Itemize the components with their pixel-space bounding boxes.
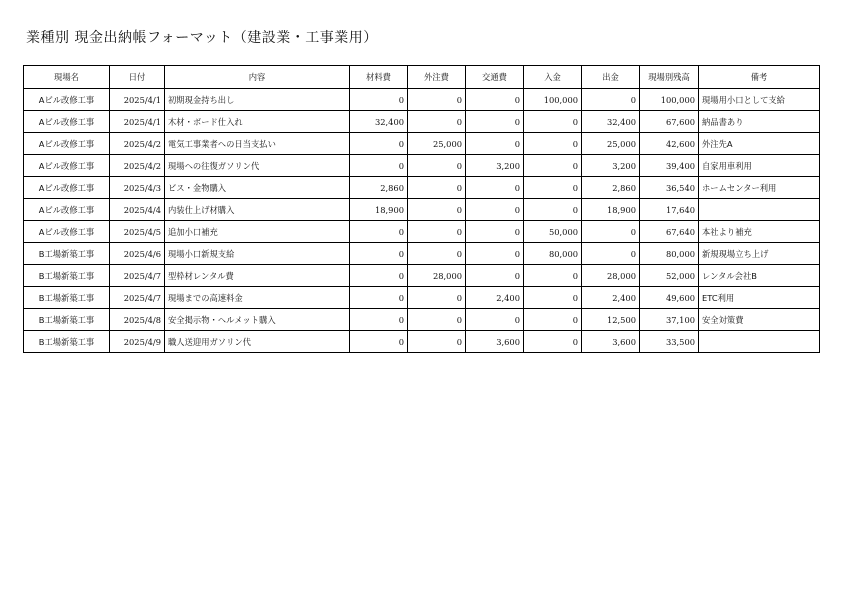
cell-balance: 52,000 (640, 265, 699, 287)
col-header-description: 内容 (165, 66, 350, 89)
cell-date: 2025/4/1 (110, 89, 165, 111)
cell-deposit: 50,000 (524, 221, 582, 243)
cell-date: 2025/4/2 (110, 133, 165, 155)
table-row (24, 177, 820, 199)
cell-deposit: 0 (524, 199, 582, 221)
cell-withdrawal: 25,000 (582, 133, 640, 155)
table-row (24, 111, 820, 133)
cell-balance: 100,000 (640, 89, 699, 111)
table-header-row (24, 66, 820, 89)
cell-date: 2025/4/2 (110, 155, 165, 177)
cell-deposit: 0 (524, 111, 582, 133)
cell-materials: 0 (350, 243, 408, 265)
cell-outsourcing: 0 (408, 331, 466, 353)
cell-date: 2025/4/6 (110, 243, 165, 265)
cell-outsourcing: 0 (408, 221, 466, 243)
cell-site: B工場新築工事 (24, 265, 110, 287)
cell-withdrawal: 0 (582, 221, 640, 243)
cell-withdrawal: 32,400 (582, 111, 640, 133)
cell-withdrawal: 28,000 (582, 265, 640, 287)
cell-materials: 0 (350, 265, 408, 287)
cell-withdrawal: 3,600 (582, 331, 640, 353)
cell-description: 電気工事業者への日当支払い (165, 133, 350, 155)
cell-remarks (699, 199, 820, 221)
cell-transport: 0 (466, 111, 524, 133)
col-header-balance: 現場別残高 (640, 66, 699, 89)
cell-date: 2025/4/7 (110, 265, 165, 287)
page-title: 業種別 現金出納帳フォーマット（建設業・工事業用） (26, 30, 378, 46)
cell-deposit: 0 (524, 265, 582, 287)
cell-description: 木材・ボード仕入れ (165, 111, 350, 133)
cell-description: 現場までの高速料金 (165, 287, 350, 309)
cell-transport: 0 (466, 309, 524, 331)
cell-balance: 42,600 (640, 133, 699, 155)
col-header-withdrawal: 出金 (582, 66, 640, 89)
cell-site: Aビル改修工事 (24, 89, 110, 111)
cell-date: 2025/4/9 (110, 331, 165, 353)
col-header-materials: 材料費 (350, 66, 408, 89)
cell-withdrawal: 12,500 (582, 309, 640, 331)
cell-description: ビス・金物購入 (165, 177, 350, 199)
cell-materials: 32,400 (350, 111, 408, 133)
cell-outsourcing: 0 (408, 111, 466, 133)
cell-materials: 0 (350, 155, 408, 177)
table-body (24, 89, 820, 353)
cell-withdrawal: 0 (582, 243, 640, 265)
cell-site: Aビル改修工事 (24, 133, 110, 155)
cell-site: B工場新築工事 (24, 309, 110, 331)
cell-deposit: 100,000 (524, 89, 582, 111)
table-row (24, 155, 820, 177)
cell-transport: 0 (466, 265, 524, 287)
cell-remarks: 自家用車利用 (699, 155, 820, 177)
cell-transport: 0 (466, 177, 524, 199)
col-header-remarks: 備考 (699, 66, 820, 89)
col-header-outsourcing: 外注費 (408, 66, 466, 89)
cell-site: B工場新築工事 (24, 243, 110, 265)
cell-remarks: 本社より補充 (699, 221, 820, 243)
cell-description: 内装仕上げ材購入 (165, 199, 350, 221)
cell-description: 現場への往復ガソリン代 (165, 155, 350, 177)
cell-remarks (699, 331, 820, 353)
cell-materials: 0 (350, 309, 408, 331)
cell-materials: 0 (350, 89, 408, 111)
cell-balance: 67,640 (640, 221, 699, 243)
cell-description: 現場小口新規支給 (165, 243, 350, 265)
cell-remarks: 新規現場立ち上げ (699, 243, 820, 265)
cell-site: Aビル改修工事 (24, 155, 110, 177)
cell-site: B工場新築工事 (24, 331, 110, 353)
cell-materials: 2,860 (350, 177, 408, 199)
cell-deposit: 0 (524, 177, 582, 199)
cell-outsourcing: 28,000 (408, 265, 466, 287)
cell-balance: 67,600 (640, 111, 699, 133)
cell-transport: 2,400 (466, 287, 524, 309)
cell-balance: 37,100 (640, 309, 699, 331)
cell-remarks: 外注先A (699, 133, 820, 155)
cell-outsourcing: 0 (408, 89, 466, 111)
cell-outsourcing: 0 (408, 177, 466, 199)
cell-date: 2025/4/4 (110, 199, 165, 221)
cell-materials: 0 (350, 287, 408, 309)
cash-ledger-table (23, 65, 820, 353)
cell-deposit: 80,000 (524, 243, 582, 265)
cell-remarks: ETC利用 (699, 287, 820, 309)
cell-outsourcing: 0 (408, 309, 466, 331)
cell-deposit: 0 (524, 133, 582, 155)
cell-balance: 80,000 (640, 243, 699, 265)
col-header-deposit: 入金 (524, 66, 582, 89)
cell-outsourcing: 0 (408, 287, 466, 309)
cell-balance: 33,500 (640, 331, 699, 353)
cell-site: Aビル改修工事 (24, 199, 110, 221)
table-row (24, 287, 820, 309)
table-row (24, 199, 820, 221)
cell-date: 2025/4/7 (110, 287, 165, 309)
cell-outsourcing: 0 (408, 199, 466, 221)
cell-balance: 17,640 (640, 199, 699, 221)
cell-materials: 0 (350, 133, 408, 155)
table-row (24, 331, 820, 353)
cell-withdrawal: 0 (582, 89, 640, 111)
cell-date: 2025/4/5 (110, 221, 165, 243)
cell-deposit: 0 (524, 309, 582, 331)
table-row (24, 265, 820, 287)
cell-transport: 3,200 (466, 155, 524, 177)
cell-date: 2025/4/3 (110, 177, 165, 199)
table-row (24, 309, 820, 331)
cell-materials: 0 (350, 221, 408, 243)
cell-remarks: 納品書あり (699, 111, 820, 133)
cell-outsourcing: 25,000 (408, 133, 466, 155)
cell-date: 2025/4/1 (110, 111, 165, 133)
cell-transport: 0 (466, 89, 524, 111)
cell-remarks: ホームセンター利用 (699, 177, 820, 199)
cell-balance: 36,540 (640, 177, 699, 199)
cell-deposit: 0 (524, 155, 582, 177)
cell-site: Aビル改修工事 (24, 221, 110, 243)
cell-withdrawal: 18,900 (582, 199, 640, 221)
cell-transport: 0 (466, 133, 524, 155)
cell-materials: 18,900 (350, 199, 408, 221)
cell-materials: 0 (350, 331, 408, 353)
cell-deposit: 0 (524, 287, 582, 309)
cell-description: 初期現金持ち出し (165, 89, 350, 111)
cell-date: 2025/4/8 (110, 309, 165, 331)
col-header-date: 日付 (110, 66, 165, 89)
table-row (24, 133, 820, 155)
cell-withdrawal: 2,860 (582, 177, 640, 199)
cell-transport: 0 (466, 221, 524, 243)
col-header-transport: 交通費 (466, 66, 524, 89)
cell-site: Aビル改修工事 (24, 177, 110, 199)
cell-withdrawal: 2,400 (582, 287, 640, 309)
cell-outsourcing: 0 (408, 155, 466, 177)
table-row (24, 89, 820, 111)
cell-transport: 3,600 (466, 331, 524, 353)
cell-remarks: 現場用小口として支給 (699, 89, 820, 111)
cell-description: 型枠材レンタル費 (165, 265, 350, 287)
cell-description: 安全掲示物・ヘルメット購入 (165, 309, 350, 331)
col-header-site: 現場名 (24, 66, 110, 89)
table-row (24, 221, 820, 243)
cell-deposit: 0 (524, 331, 582, 353)
cell-remarks: レンタル会社B (699, 265, 820, 287)
cell-remarks: 安全対策費 (699, 309, 820, 331)
cell-withdrawal: 3,200 (582, 155, 640, 177)
cell-balance: 49,600 (640, 287, 699, 309)
cell-transport: 0 (466, 243, 524, 265)
cell-balance: 39,400 (640, 155, 699, 177)
cell-transport: 0 (466, 199, 524, 221)
cell-description: 職人送迎用ガソリン代 (165, 331, 350, 353)
cell-site: B工場新築工事 (24, 287, 110, 309)
cell-outsourcing: 0 (408, 243, 466, 265)
cell-site: Aビル改修工事 (24, 111, 110, 133)
table-row (24, 243, 820, 265)
cell-description: 追加小口補充 (165, 221, 350, 243)
